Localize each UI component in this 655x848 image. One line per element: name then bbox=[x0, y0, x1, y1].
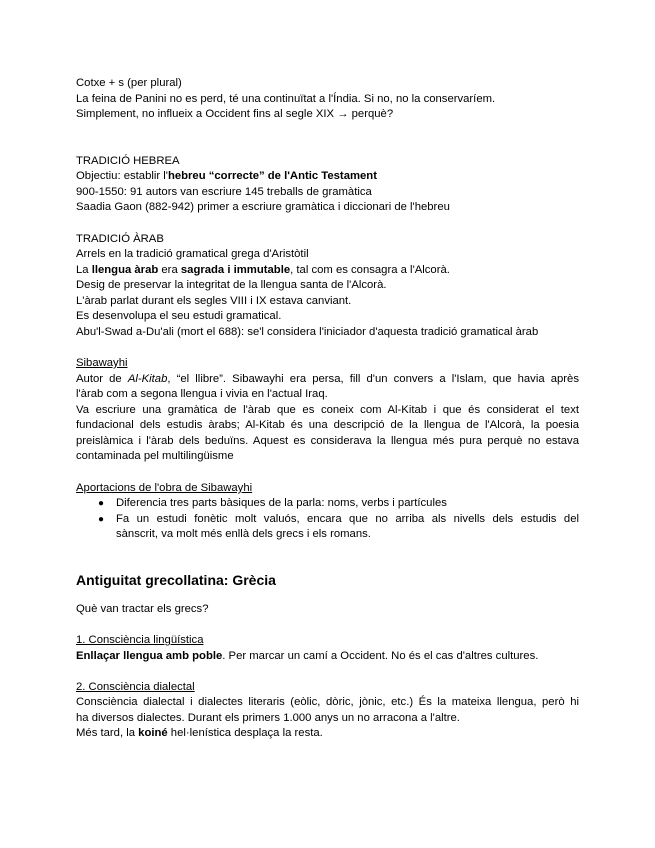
grecia-s1-text bbox=[76, 649, 579, 665]
aportacions-bullet-2 bbox=[76, 512, 579, 528]
arab-line-2-bold-2: sagrada i immutable bbox=[180, 264, 291, 276]
grecia-s2-line-3-a: Més tard, la bbox=[76, 727, 139, 739]
aportacions-bullet-2-line-1: Fa un estudi fonètic molt valuós, encara que no arriba als nivells dels estudis del bbox=[116, 513, 579, 525]
grecia-title: Antiguitat grecollatina: Grècia bbox=[76, 572, 276, 588]
bullet-icon: ● bbox=[98, 514, 105, 525]
arab-heading: TRADICIÓ ÀRAB bbox=[76, 233, 164, 245]
arab-line-1: Arrels en la tradició gramatical grega d'Aristòtil bbox=[76, 248, 309, 260]
grecia-s2-line-3 bbox=[76, 726, 579, 742]
arab-line-4: L'àrab parlat durant els segles VIII i IX estava canviant. bbox=[76, 295, 352, 307]
hebrea-objective-bold: hebreu “correcte” de l'Antic Testament bbox=[167, 170, 377, 182]
hebrea-line-2: 900-1550: 91 autors van escriure 145 treballs de gramàtica bbox=[76, 186, 372, 198]
arab-line-5: Es desenvolupa el seu estudi gramatical. bbox=[76, 310, 282, 322]
sibawayhi-p1-a: Autor de bbox=[76, 373, 128, 385]
arab-line-2 bbox=[76, 263, 579, 279]
hebrea-heading: TRADICIÓ HEBREA bbox=[76, 155, 180, 167]
sibawayhi-p1-line-1 bbox=[76, 372, 579, 388]
grecia-question: Què van tractar els grecs? bbox=[76, 603, 209, 615]
arab-line-2-a: La bbox=[76, 264, 92, 276]
sibawayhi-p1-c: , “el llibre”. Sibawayhi era persa, fill d'un convers a l'Islam, que havia après bbox=[167, 373, 579, 385]
arab-line-2-c: era bbox=[158, 264, 181, 276]
hebrea-objective bbox=[76, 169, 579, 185]
aportacions-heading: Aportacions de l'obra de Sibawayhi bbox=[76, 482, 253, 494]
aportacions-bullet-2-cont bbox=[76, 527, 579, 543]
intro-line-2: La feina de Panini no es perd, té una continuïtat a l'Índia. Si no, no la conservaríem. bbox=[76, 93, 496, 105]
arab-line-2-e: , tal com es consagra a l'Alcorà. bbox=[290, 264, 450, 276]
hebrea-line-3: Saadia Gaon (882-942) primer a escriure gramàtica i diccionari de l'hebreu bbox=[76, 201, 450, 213]
aportacions-bullet-2-line-2: sànscrit, va molt més enllà dels grecs i els romans. bbox=[116, 528, 371, 540]
sibawayhi-p1-line-2: l'àrab com a segona llengua i vivia en l'actual Iraq. bbox=[76, 388, 328, 400]
sibawayhi-p2-line-4: contaminada pel multilingüisme bbox=[76, 450, 234, 462]
sibawayhi-p2-line-3: preislàmica i l'àrab dels beduïns. Aquest es considerava la llengua més pura perquè no estava bbox=[76, 435, 579, 447]
grecia-s1-rest: . Per marcar un camí a Occident. No és el cas d'altres cultures. bbox=[222, 650, 539, 662]
hebrea-objective-prefix: Objectiu: establir l' bbox=[76, 170, 168, 182]
grecia-s2-line-1: Consciència dialectal i dialectes literaris (eòlic, dòric, jònic, etc.) És la mateixa llengua, però hi bbox=[76, 696, 579, 708]
grecia-s1-bold: Enllaçar llengua amb poble bbox=[76, 650, 223, 662]
sibawayhi-heading: Sibawayhi bbox=[76, 357, 128, 369]
sibawayhi-p2-line-1: Va escriure una gramàtica de l'àrab que es coneix com Al-Kitab i que és considerat el text bbox=[76, 404, 579, 416]
grecia-s2-line-3-c: hel·lenística desplaça la resta. bbox=[167, 727, 323, 739]
bullet-icon: ● bbox=[98, 498, 105, 509]
aportacions-bullet-1 bbox=[76, 496, 579, 512]
grecia-s1-heading: 1. Consciència lingüística bbox=[76, 634, 204, 646]
arab-line-6: Abu'l-Swad a-Du'ali (mort el 688): se'l considera l'iniciador d'aquesta tradició gramatical àrab bbox=[76, 326, 539, 338]
arab-line-3: Desig de preservar la integritat de la llengua santa de l'Alcorà. bbox=[76, 279, 387, 291]
grecia-s2-line-2: ha diversos dialectes. Durant els primers 1.000 anys un no arracona a l'altre. bbox=[76, 712, 460, 724]
intro-line-1: Cotxe + s (per plural) bbox=[76, 77, 182, 89]
sibawayhi-p1-italic: Al-Kitab bbox=[127, 373, 168, 385]
intro-line-3: Simplement, no influeix a Occident fins al segle XIX → perquè? bbox=[76, 108, 394, 120]
aportacions-bullet-1-text: Diferencia tres parts bàsiques de la parla: noms, verbs i partícules bbox=[116, 497, 447, 509]
arab-line-2-bold-1: llengua àrab bbox=[91, 264, 159, 276]
grecia-s2-koine: koiné bbox=[138, 727, 168, 739]
grecia-s2-heading: 2. Consciència dialectal bbox=[76, 681, 195, 693]
sibawayhi-p2-line-2: fundacional dels estudis àrabs; Al-Kitab és una descripció de la llengua de l'Alcorà, la poesia bbox=[76, 419, 579, 431]
